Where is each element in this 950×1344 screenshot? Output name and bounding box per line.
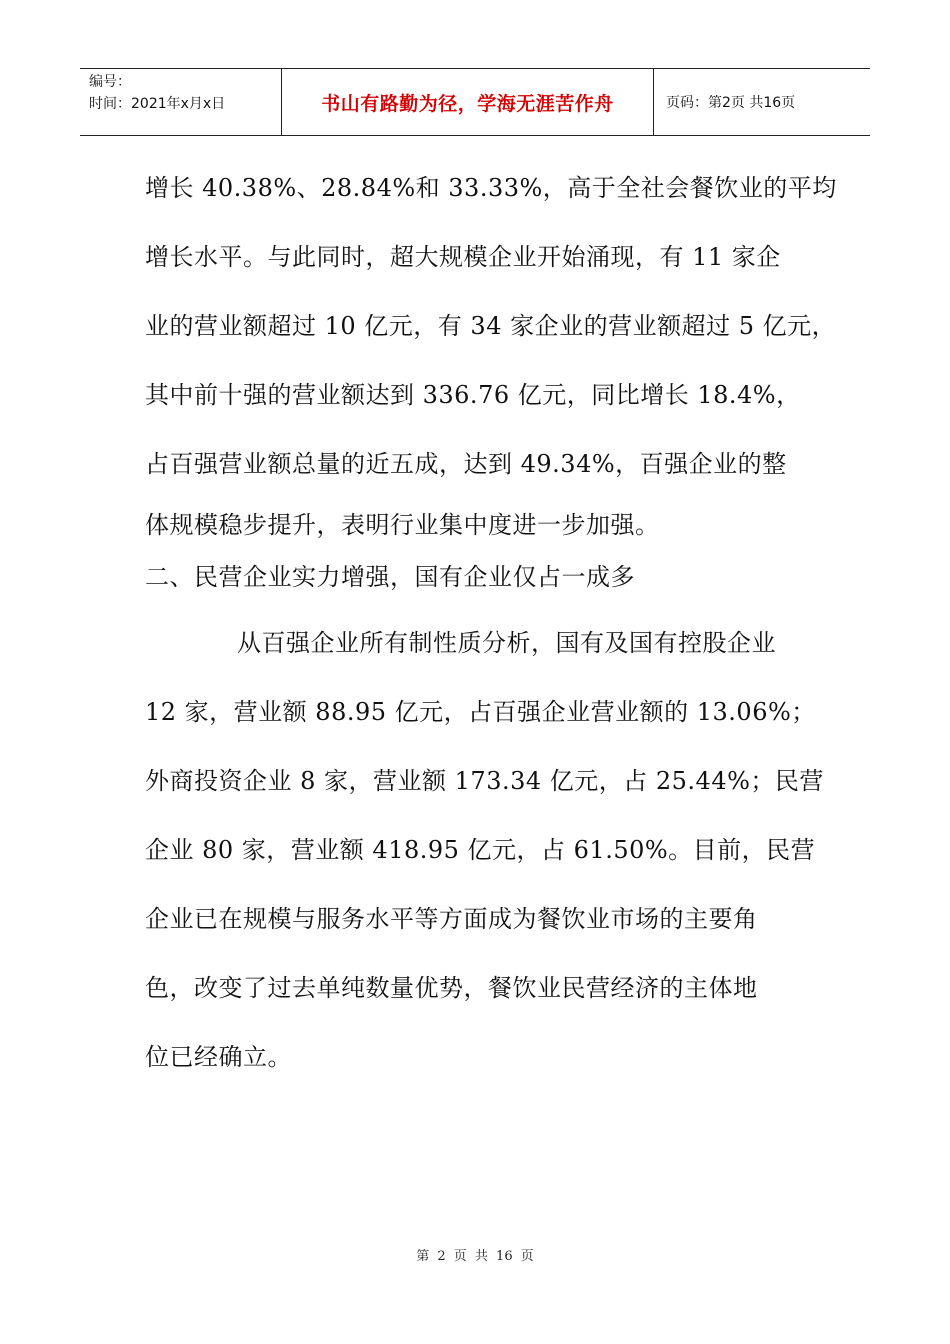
text-line: 外商投资企业 8 家，营业额 173.34 亿元，占 25.44%；民营 <box>145 767 824 795</box>
header-meta <box>80 69 282 135</box>
text-line: 企业已在规模与服务水平等方面成为餐饮业市场的主要角 <box>145 905 758 933</box>
time-label: 时间：2021年x月x日 <box>89 96 226 112</box>
text-line: 12 家，营业额 88.95 亿元，占百强企业营业额的 13.06%； <box>145 698 816 726</box>
text-line: 占百强营业额总量的近五成，达到 49.34%，百强企业的整 <box>145 450 787 478</box>
page-header <box>80 68 870 136</box>
text-line: 企业 80 家，营业额 418.95 亿元，占 61.50%。目前，民营 <box>145 836 816 864</box>
header-page-info: 页码：第2页 共16页 <box>666 95 796 111</box>
paragraph-first-line: 从百强企业所有制性质分析，国有及国有控股企业 <box>237 629 776 657</box>
text-line: 位已经确立。 <box>145 1043 292 1071</box>
text-line: 体规模稳步提升，表明行业集中度进一步加强。 <box>145 511 660 539</box>
body-text <box>145 160 837 1098</box>
number-label: 编号： <box>89 74 131 90</box>
text-line: 其中前十强的营业额达到 336.76 亿元，同比增长 18.4%， <box>145 381 801 409</box>
text-line: 色，改变了过去单纯数量优势，餐饮业民营经济的主体地 <box>145 974 758 1002</box>
text-line: 业的营业额超过 10 亿元，有 34 家企业的营业额超过 5 亿元， <box>145 312 837 340</box>
page-footer: 第 2 页 共 16 页 <box>416 1249 534 1264</box>
text-line: 增长 40.38%、28.84%和 33.33%，高于全社会餐饮业的平均 <box>145 174 837 202</box>
header-motto: 书山有路勤为径，学海无涯苦作舟 <box>282 69 654 135</box>
section-heading: 二、民营企业实力增强，国有企业仅占一成多 <box>145 563 635 591</box>
text-line: 增长水平。与此同时，超大规模企业开始涌现，有 11 家企 <box>145 243 781 271</box>
